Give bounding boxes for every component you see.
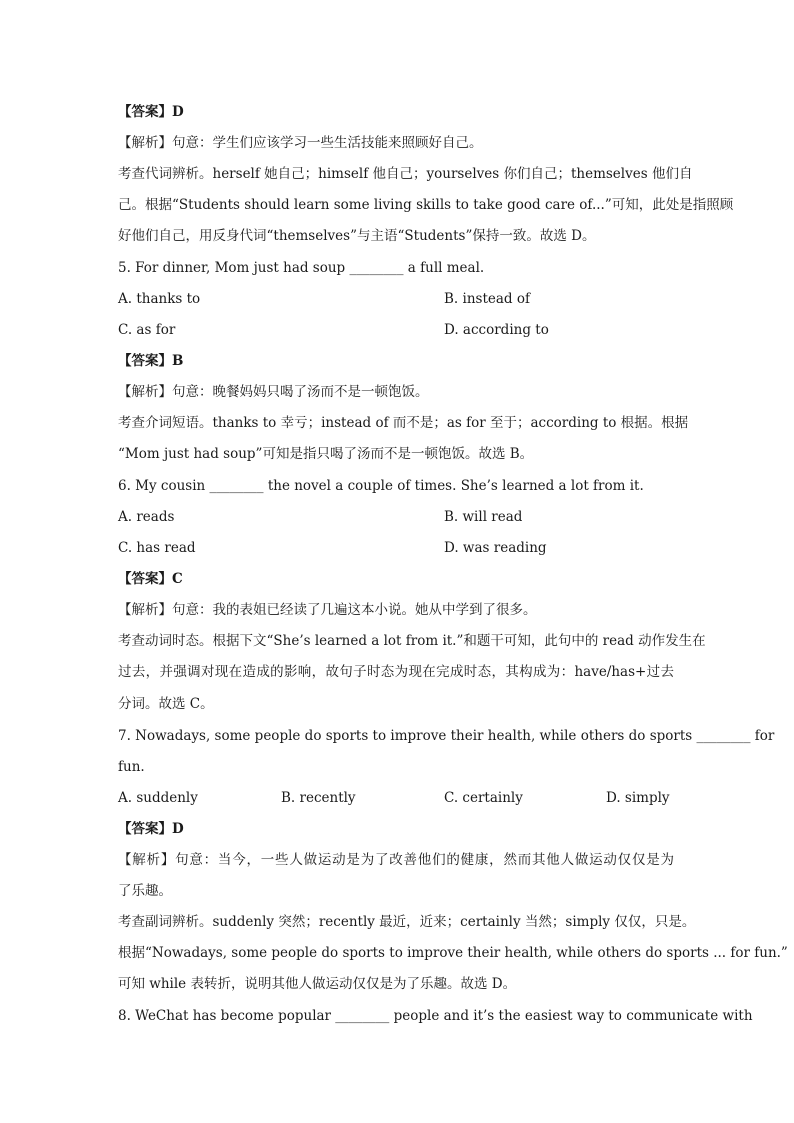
q7-explanation-line: 考查副词辨析。suddenly 突然；recently 最近，近来；certainly 当然；simply 仅仅，只是。	[118, 914, 696, 930]
q6-explanation-line: 过去，并强调对现在造成的影响，故句子时态为现在完成时态，其构成为：have/has+过去	[118, 664, 674, 680]
q6-explanation-line: 考查动词时态。根据下文“She’s learned a lot from it.”和题干可知，此句中的 read 动作发生在	[118, 633, 706, 649]
q6-option-c: C. has read	[118, 540, 196, 556]
q7-stem: 7. Nowadays, some people do sports to improve their health, while others do sports ________ for	[118, 728, 775, 744]
q5-explanation-line: “Mom just had soup”可知是指只喝了汤而不是一顿饱饭。故选 B。	[118, 446, 534, 462]
q7-option-a: A. suddenly	[118, 790, 198, 806]
q6-stem: 6. My cousin ________ the novel a couple of times. She’s learned a lot from it.	[118, 478, 644, 494]
q6-option-b: B. will read	[444, 509, 523, 525]
q5-explanation-line: 考查介词短语。thanks to 幸亏；instead of 而不是；as for 至于；according to 根据。根据	[118, 415, 689, 431]
q6-option-a: A. reads	[118, 509, 175, 525]
q6-answer: 【答案】C	[118, 571, 183, 587]
q8-stem: 8. WeChat has become popular ________ people and it’s the easiest way to communicate with	[118, 1008, 753, 1024]
q7-option-d: D. simply	[606, 790, 670, 806]
q4-answer: 【答案】D	[118, 104, 184, 120]
q6-option-d: D. was reading	[444, 540, 547, 556]
q7-answer: 【答案】D	[118, 821, 184, 837]
q7-explanation-line: 了乐趣。	[118, 883, 172, 899]
q7-option-c: C. certainly	[444, 790, 523, 806]
q5-option-d: D. according to	[444, 322, 549, 338]
q4-explanation-line: 好他们自己，用反身代词“themselves”与主语“Students”保持一致。故选 D。	[118, 228, 596, 244]
q5-answer: 【答案】B	[118, 353, 184, 369]
q4-explanation-line: 【解析】句意：学生们应该学习一些生活技能来照顾好自己。	[118, 135, 483, 151]
q6-explanation-line: 分词。故选 C。	[118, 696, 214, 712]
q5-option-a: A. thanks to	[118, 291, 201, 307]
q5-option-b: B. instead of	[444, 291, 530, 307]
q5-option-c: C. as for	[118, 322, 176, 338]
q4-explanation-line: 考查代词辨析。herself 她自己；himself 他自己；yourselves 你们自己；themselves 他们自	[118, 166, 693, 182]
q7-option-b: B. recently	[281, 790, 356, 806]
q5-explanation-line: 【解析】句意：晚餐妈妈只喝了汤而不是一顿饱饭。	[118, 384, 429, 400]
q6-explanation-line: 【解析】句意：我的表姐已经读了几遍这本小说。她从中学到了很多。	[118, 602, 537, 618]
q7-explanation-line: 根据“Nowadays, some people do sports to improve their health, while others do sports ... for fun.”	[118, 945, 788, 961]
q5-stem: 5. For dinner, Mom just had soup ________ a full meal.	[118, 260, 485, 276]
q7-explanation-line: 可知 while 表转折，说明其他人做运动仅仅是为了乐趣。故选 D。	[118, 976, 517, 992]
q4-explanation-line: 己。根据“Students should learn some living skills to take good care of...”可知，此处是指照顾	[118, 197, 734, 213]
q7-explanation-line: 【解析】句意：当今，一些人做运动是为了改善他们的健康，然而其他人做运动仅仅是为	[118, 852, 674, 868]
q7-stem: fun.	[118, 759, 145, 775]
